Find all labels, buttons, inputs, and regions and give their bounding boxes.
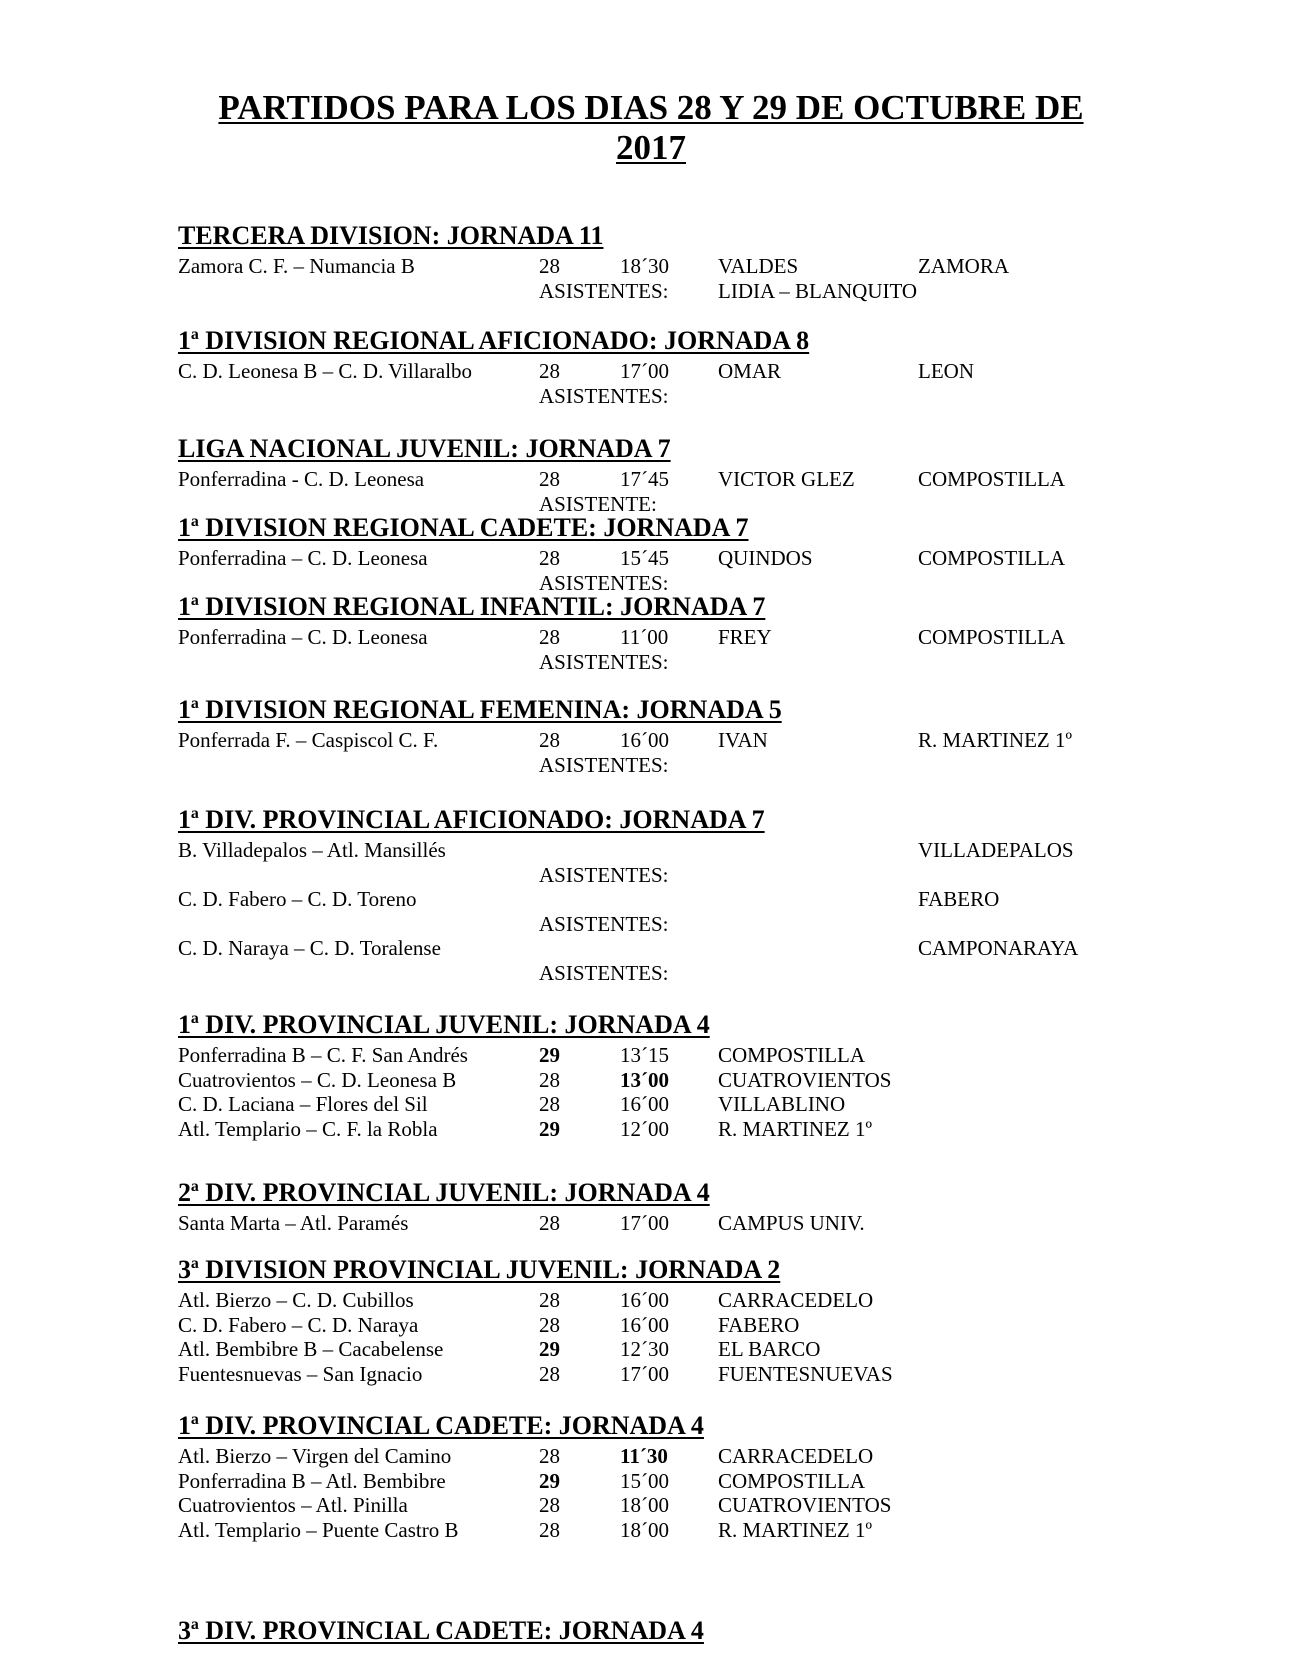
- document-title: [0, 88, 1302, 168]
- match-row: [0, 254, 1302, 279]
- match-row: [0, 1493, 1302, 1518]
- match-row: [0, 1444, 1302, 1469]
- match-referee: COMPOSTILLA: [718, 1468, 866, 1493]
- match-referee: CARRACEDELO: [718, 1288, 874, 1312]
- match-teams: C. D. Fabero – C. D. Toreno: [178, 887, 417, 912]
- assistants-label: ASISTENTES:: [539, 911, 669, 936]
- match-teams: Santa Marta – Atl. Paramés: [178, 1211, 409, 1235]
- section-heading: 1ª DIVISION REGIONAL FEMENINA: JORNADA 5: [178, 695, 782, 724]
- match-venue: R. MARTINEZ 1º: [918, 728, 1072, 752]
- match-row: [0, 1362, 1302, 1387]
- match-venue: CAMPONARAYA: [918, 936, 1079, 961]
- assistants-label: ASISTENTES:: [539, 961, 669, 985]
- match-row: [0, 1117, 1302, 1142]
- match-referee: VALDES: [718, 254, 799, 278]
- match-referee: CAMPUS UNIV.: [718, 1211, 865, 1235]
- match-row: [0, 1518, 1302, 1543]
- match-time: 12´30: [620, 1337, 669, 1362]
- match-row: [0, 728, 1302, 753]
- match-time: 13´00: [620, 1067, 669, 1092]
- match-teams: Atl. Templario – C. F. la Robla: [178, 1116, 438, 1141]
- match-teams: Atl. Bembibre B – Cacabelense: [178, 1337, 444, 1362]
- match-day: 28: [539, 254, 560, 278]
- match-teams: Ponferradina B – Atl. Bembibre: [178, 1468, 446, 1493]
- match-teams: Atl. Bierzo – Virgen del Camino: [178, 1444, 452, 1468]
- match-time: 15´45: [620, 546, 669, 570]
- assistants-label: ASISTENTES:: [539, 383, 669, 408]
- match-row: [0, 1288, 1302, 1313]
- match-venue: VILLADEPALOS: [918, 838, 1074, 862]
- match-venue: LEON: [918, 359, 974, 383]
- match-row: [0, 1068, 1302, 1093]
- match-teams: Cuatrovientos – Atl. Pinilla: [178, 1493, 408, 1518]
- match-time: 17´00: [620, 1361, 669, 1386]
- match-day: 28: [539, 728, 560, 752]
- match-venue: COMPOSTILLA: [918, 467, 1066, 491]
- match-day: 28: [539, 546, 560, 570]
- match-referee: FABERO: [718, 1312, 800, 1337]
- match-day: 29: [539, 1468, 560, 1493]
- match-teams: Fuentesnuevas – San Ignacio: [178, 1361, 423, 1386]
- assistants-row: [0, 961, 1302, 986]
- assistants-names: LIDIA – BLANQUITO: [718, 278, 918, 303]
- match-referee: CARRACEDELO: [718, 1444, 874, 1468]
- assistants-row: [0, 650, 1302, 675]
- section-heading: 1ª DIV. PROVINCIAL CADETE: JORNADA 4: [178, 1411, 704, 1440]
- match-day: 28: [539, 1444, 560, 1468]
- section-heading: 2ª DIV. PROVINCIAL JUVENIL: JORNADA 4: [178, 1178, 710, 1207]
- match-row: [0, 1211, 1302, 1236]
- match-teams: Ponferradina B – C. F. San Andrés: [178, 1043, 468, 1067]
- match-teams: C. D. Laciana – Flores del Sil: [178, 1092, 428, 1117]
- match-day: 29: [539, 1337, 560, 1362]
- match-time: 17´45: [620, 467, 669, 491]
- match-row: [0, 1092, 1302, 1117]
- match-time: 17´00: [620, 1211, 669, 1235]
- match-day: 28: [539, 1517, 560, 1542]
- title-line-2: 2017: [616, 128, 686, 167]
- section-heading: 3ª DIVISION PROVINCIAL JUVENIL: JORNADA 2: [178, 1255, 781, 1284]
- assistants-label: ASISTENTE:: [539, 491, 657, 516]
- assistants-row: [0, 753, 1302, 778]
- match-teams: C. D. Naraya – C. D. Toralense: [178, 936, 441, 961]
- match-row: [0, 936, 1302, 961]
- match-teams: Ponferradina – C. D. Leonesa: [178, 546, 428, 570]
- assistants-row: [0, 384, 1302, 409]
- match-day: 28: [539, 1493, 560, 1518]
- section-heading: LIGA NACIONAL JUVENIL: JORNADA 7: [178, 434, 671, 463]
- match-teams: C. D. Fabero – C. D. Naraya: [178, 1312, 419, 1337]
- match-day: 28: [539, 625, 560, 649]
- match-time: 18´00: [620, 1493, 669, 1518]
- assistants-label: ASISTENTES:: [539, 570, 669, 595]
- match-referee: EL BARCO: [718, 1337, 821, 1362]
- assistants-label: ASISTENTES:: [539, 649, 669, 674]
- assistants-row: [0, 912, 1302, 937]
- match-teams: B. Villadepalos – Atl. Mansillés: [178, 838, 446, 862]
- match-day: 28: [539, 1312, 560, 1337]
- match-referee: QUINDOS: [718, 546, 813, 570]
- match-venue: COMPOSTILLA: [918, 546, 1066, 570]
- match-teams: Ponferradina – C. D. Leonesa: [178, 625, 428, 649]
- match-row: [0, 625, 1302, 650]
- section-heading: 1ª DIVISION REGIONAL INFANTIL: JORNADA 7: [178, 592, 766, 621]
- match-day: 28: [539, 1092, 560, 1117]
- match-teams: C. D. Leonesa B – C. D. Villaralbo: [178, 359, 473, 383]
- match-referee: VILLABLINO: [718, 1092, 846, 1117]
- match-time: 16´00: [620, 1092, 669, 1117]
- match-day: 29: [539, 1043, 560, 1067]
- match-referee: CUATROVIENTOS: [718, 1493, 892, 1518]
- match-referee: R. MARTINEZ 1º: [718, 1116, 872, 1141]
- match-time: 16´00: [620, 1288, 669, 1312]
- match-referee: R. MARTINEZ 1º: [718, 1517, 872, 1542]
- assistants-row: [0, 863, 1302, 888]
- match-row: [0, 838, 1302, 863]
- match-day: 29: [539, 1116, 560, 1141]
- section-heading: 1ª DIVISION REGIONAL AFICIONADO: JORNADA 8: [178, 326, 810, 355]
- match-venue: COMPOSTILLA: [918, 625, 1066, 649]
- match-referee: FUENTESNUEVAS: [718, 1361, 893, 1386]
- match-day: 28: [539, 1067, 560, 1092]
- match-row: [0, 467, 1302, 492]
- match-teams: Ponferradina - C. D. Leonesa: [178, 467, 425, 491]
- match-time: 18´00: [620, 1517, 669, 1542]
- match-time: 18´30: [620, 254, 669, 278]
- match-time: 11´00: [620, 625, 669, 649]
- match-row: [0, 1043, 1302, 1068]
- section-heading: 1ª DIVISION REGIONAL CADETE: JORNADA 7: [178, 513, 749, 542]
- match-time: 12´00: [620, 1116, 669, 1141]
- match-day: 28: [539, 1211, 560, 1235]
- match-referee: CUATROVIENTOS: [718, 1067, 892, 1092]
- match-day: 28: [539, 1288, 560, 1312]
- match-row: [0, 1469, 1302, 1494]
- match-venue: FABERO: [918, 887, 1000, 912]
- match-day: 28: [539, 359, 560, 383]
- match-time: 11´30: [620, 1444, 668, 1468]
- match-day: 28: [539, 1361, 560, 1386]
- match-venue: ZAMORA: [918, 254, 1010, 278]
- match-teams: Atl. Bierzo – C. D. Cubillos: [178, 1288, 414, 1312]
- match-row: [0, 1337, 1302, 1362]
- section-heading: 1ª DIV. PROVINCIAL AFICIONADO: JORNADA 7: [178, 805, 765, 834]
- match-referee: COMPOSTILLA: [718, 1043, 866, 1067]
- match-row: [0, 887, 1302, 912]
- match-time: 16´00: [620, 1312, 669, 1337]
- match-time: 17´00: [620, 359, 669, 383]
- match-referee: VICTOR GLEZ: [718, 467, 855, 491]
- match-row: [0, 1313, 1302, 1338]
- assistants-label: ASISTENTES:: [539, 278, 669, 303]
- match-referee: IVAN: [718, 728, 768, 752]
- assistants-label: ASISTENTES:: [539, 862, 669, 887]
- match-teams: Cuatrovientos – C. D. Leonesa B: [178, 1067, 457, 1092]
- match-referee: OMAR: [718, 359, 782, 383]
- match-teams: Ponferrada F. – Caspiscol C. F.: [178, 728, 439, 752]
- assistants-label: ASISTENTES:: [539, 752, 669, 777]
- match-time: 13´15: [620, 1043, 669, 1067]
- match-day: 28: [539, 467, 560, 491]
- section-heading: 3ª DIV. PROVINCIAL CADETE: JORNADA 4: [178, 1616, 704, 1645]
- match-row: [0, 359, 1302, 384]
- section-heading: TERCERA DIVISION: JORNADA 11: [178, 221, 604, 250]
- section-heading: 1ª DIV. PROVINCIAL JUVENIL: JORNADA 4: [178, 1010, 710, 1039]
- match-teams: Atl. Templario – Puente Castro B: [178, 1517, 459, 1542]
- match-time: 15´00: [620, 1468, 669, 1493]
- match-time: 16´00: [620, 728, 669, 752]
- assistants-row: [0, 279, 1302, 304]
- match-referee: FREY: [718, 625, 772, 649]
- match-row: [0, 546, 1302, 571]
- title-line-1: PARTIDOS PARA LOS DIAS 28 Y 29 DE OCTUBRE DE: [218, 88, 1084, 127]
- match-teams: Zamora C. F. – Numancia B: [178, 254, 415, 278]
